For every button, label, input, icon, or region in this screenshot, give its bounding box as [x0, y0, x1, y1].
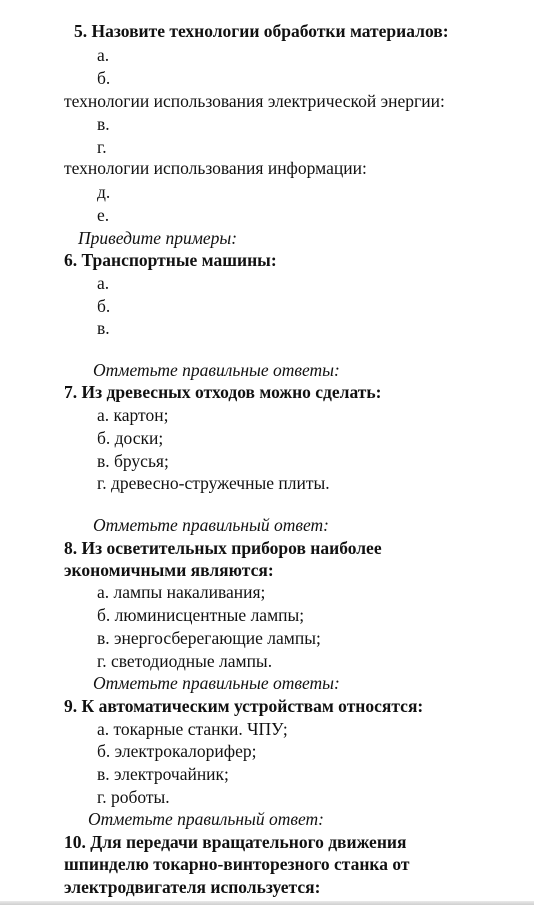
q5-option-a: а.	[97, 45, 110, 65]
question-8-title-line1: 8. Из осветительных приборов наиболее	[64, 538, 382, 558]
question-5-title: 5. Назовите технологии обработки материалов:	[74, 21, 449, 41]
q5-subheading-information: технологии использования информации:	[64, 158, 367, 178]
page-bottom-edge	[0, 901, 534, 905]
q10-instruction: Отметьте правильный ответ:	[88, 809, 324, 829]
q7-option: в. брусья;	[97, 451, 169, 471]
q9-option: г. роботы.	[97, 787, 170, 807]
q9-option: а. токарные станки. ЧПУ;	[97, 719, 288, 739]
q8-instruction: Отметьте правильный ответ:	[93, 515, 329, 535]
q8-option: б. люминисцентные лампы;	[97, 605, 305, 625]
q7-option: г. древесно-стружечные плиты.	[97, 473, 330, 493]
q7-option: б. доски;	[97, 428, 164, 448]
question-8-title-line2: экономичными являются:	[64, 560, 274, 580]
q8-option: г. светодиодные лампы.	[97, 651, 273, 671]
q7-option: а. картон;	[97, 405, 169, 425]
q6-option-b: б.	[97, 296, 111, 316]
q9-option: в. электрочайник;	[97, 764, 229, 784]
q5-option-b: б.	[97, 68, 111, 88]
question-10-title-line3: электродвигателя используется:	[64, 877, 321, 897]
q6-option-v: в.	[97, 318, 110, 338]
q5-option-g: г.	[97, 137, 107, 157]
q6-instruction: Приведите примеры:	[78, 228, 238, 248]
q6-option-a: а.	[97, 273, 110, 293]
q8-option: в. энергосберегающие лампы;	[97, 628, 321, 648]
question-7-title: 7. Из древесных отходов можно сделать:	[64, 382, 382, 402]
q9-option: б. электрокалорифер;	[97, 741, 257, 761]
q8-option: а. лампы накаливания;	[97, 582, 266, 602]
q5-subheading-electric: технологии использования электрической энергии:	[64, 91, 445, 111]
question-6-title: 6. Транспортные машины:	[64, 250, 277, 270]
q5-option-e: е.	[97, 205, 110, 225]
question-10-title-line2: шпинделю токарно-винторезного станка от	[64, 854, 410, 874]
q5-option-v: в.	[97, 114, 110, 134]
question-9-title: 9. К автоматическим устройствам относятся:	[64, 696, 424, 716]
q5-option-d: д.	[97, 182, 111, 202]
q7-instruction: Отметьте правильные ответы:	[93, 360, 340, 380]
q9-instruction: Отметьте правильные ответы:	[93, 673, 340, 693]
question-10-title-line1: 10. Для передачи вращательного движения	[64, 832, 407, 852]
